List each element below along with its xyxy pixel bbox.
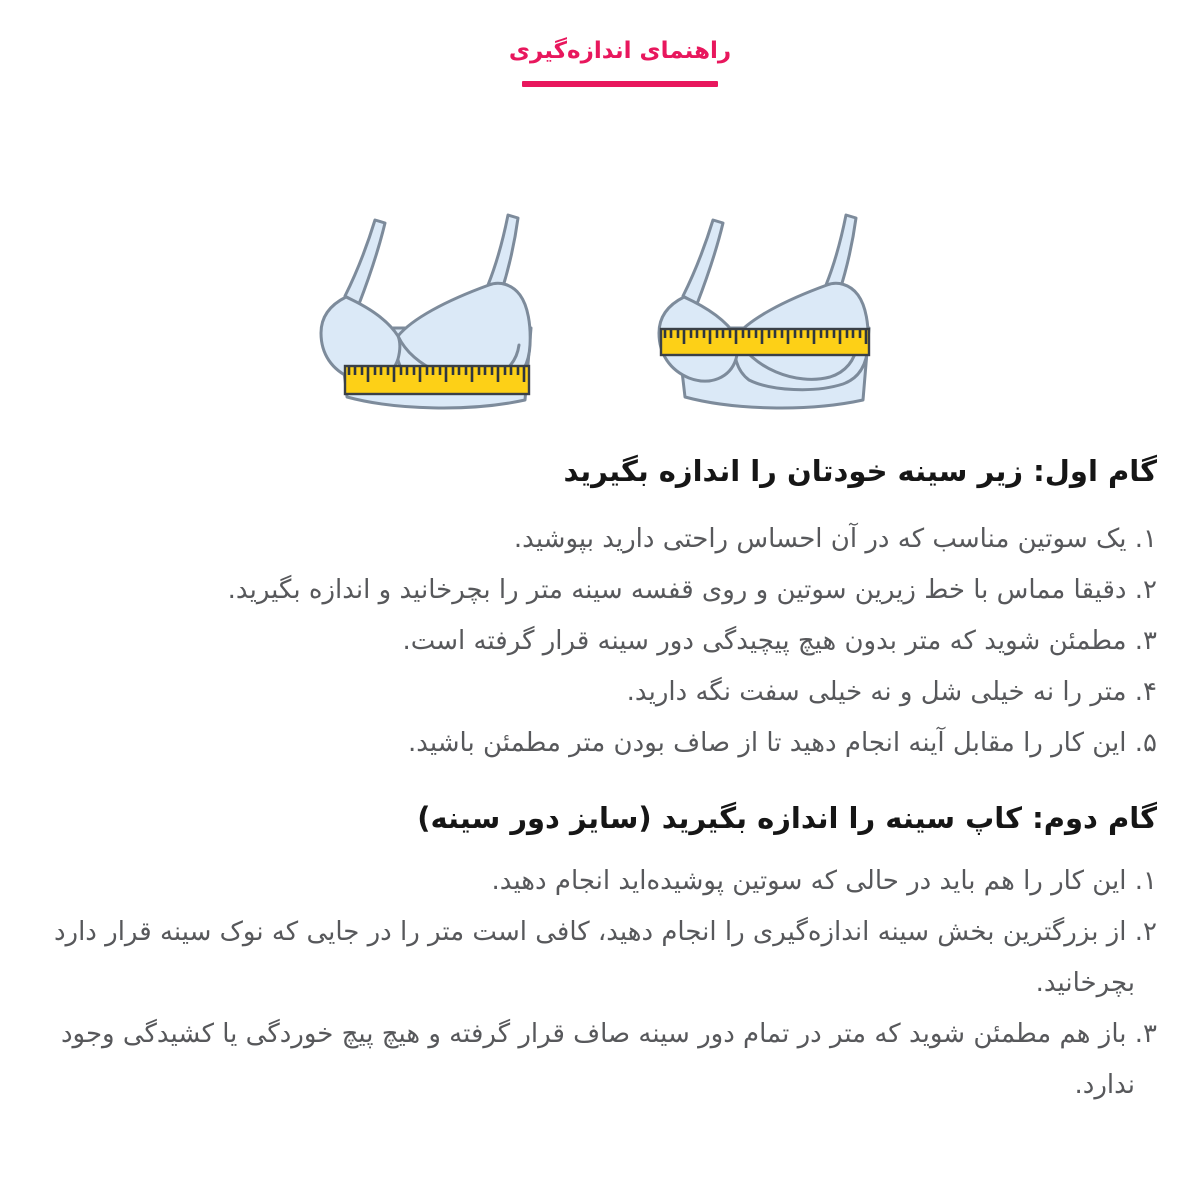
step-1-item-1: ۱. یک سوتین مناسب که در آن احساس راحتی دارید بپوشید. [513, 524, 1157, 554]
bra-strap-left [345, 220, 385, 304]
step-2-item-2: ۲. از بزرگترین بخش سینه اندازه‌گیری را انجام دهید، کافی است متر را در جایی که نوک سینه قرار دارد بچرخانید. [53, 917, 1157, 998]
step-1-heading: گام اول: زیر سینه خودتان را اندازه بگیرید [563, 454, 1157, 488]
step-1-item-3: ۳. مطمئن شوید که متر بدون هیچ پیچیدگی دور سینه قرار گرفته است. [402, 626, 1157, 656]
step-1-item-5: ۵. این کار را مقابل آینه انجام دهید تا از صاف بودن متر مطمئن باشید. [407, 728, 1157, 758]
step-2-item-3: ۳. باز هم مطمئن شوید که متر در تمام دور سینه صاف قرار گرفته و هیچ پیچ خوردگی یا کشیدگی وجود ندارد. [60, 1019, 1157, 1100]
step-2-list [38, 856, 1157, 1111]
step-2-item-1: ۱. این کار را هم باید در حالی که سوتین پوشیده‌اید انجام دهید. [491, 866, 1157, 896]
bra-strap-left [683, 220, 723, 304]
measuring-tape-underband [345, 366, 529, 394]
bust-measurement-illustration [633, 208, 933, 428]
instructions [38, 448, 1157, 1111]
bra-strap-right [488, 215, 518, 293]
step-1-list [38, 514, 1157, 769]
page-title: راهنمای اندازه‌گیری [508, 38, 732, 64]
step-1-item-4: ۴. متر را نه خیلی شل و نه خیلی سفت نگه دارید. [626, 677, 1157, 707]
underbust-measurement-illustration [295, 208, 595, 428]
measuring-tape-bust [661, 329, 869, 355]
bra-strap-right [826, 215, 856, 293]
title-underline [522, 81, 718, 87]
step-2-heading: گام دوم: کاپ سینه را اندازه بگیرید (سایز دور سینه) [417, 801, 1157, 835]
illustrations-row [0, 208, 1200, 430]
step-1-item-2: ۲. دقیقا مماس با خط زیرین سوتین و روی قفسه سینه متر را بچرخانید و اندازه بگیرید. [227, 575, 1157, 605]
page-header [0, 36, 1200, 87]
